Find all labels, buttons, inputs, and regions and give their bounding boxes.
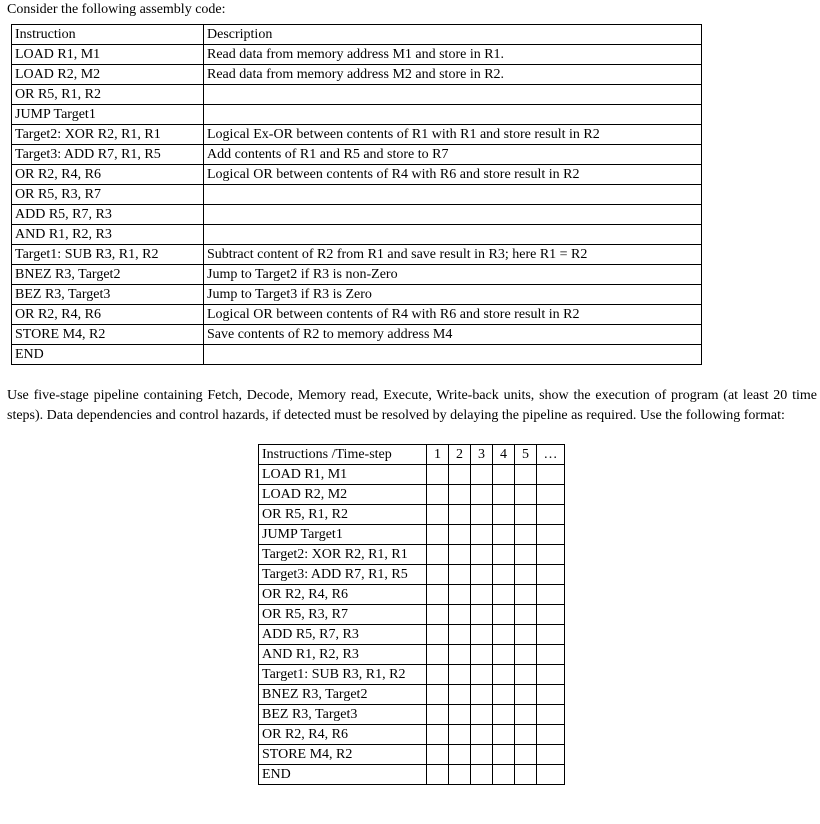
pipeline-instruction-cell: Target2: XOR R2, R1, R1 bbox=[259, 545, 427, 565]
empty-time-step-cell bbox=[427, 465, 449, 485]
empty-time-step-cell bbox=[537, 645, 565, 665]
table-row bbox=[259, 525, 565, 545]
empty-time-step-cell bbox=[471, 485, 493, 505]
description-cell: Read data from memory address M1 and store in R1. bbox=[204, 45, 702, 65]
table-row bbox=[12, 165, 702, 185]
empty-time-step-cell bbox=[515, 505, 537, 525]
instruction-cell: LOAD R1, M1 bbox=[12, 45, 204, 65]
empty-time-step-cell bbox=[427, 485, 449, 505]
table-row bbox=[12, 305, 702, 325]
table-row bbox=[12, 145, 702, 165]
empty-time-step-cell bbox=[493, 605, 515, 625]
instruction-cell: BNEZ R3, Target2 bbox=[12, 265, 204, 285]
empty-time-step-cell bbox=[493, 565, 515, 585]
description-cell bbox=[204, 185, 702, 205]
empty-time-step-cell bbox=[449, 625, 471, 645]
empty-time-step-cell bbox=[471, 705, 493, 725]
empty-time-step-cell bbox=[427, 625, 449, 645]
table-row bbox=[12, 65, 702, 85]
empty-time-step-cell bbox=[471, 765, 493, 785]
description-cell: Logical OR between contents of R4 with R6 and store result in R2 bbox=[204, 165, 702, 185]
empty-time-step-cell bbox=[427, 765, 449, 785]
pipeline-instruction-cell: Target1: SUB R3, R1, R2 bbox=[259, 665, 427, 685]
empty-time-step-cell bbox=[493, 645, 515, 665]
pipeline-instruction-cell: LOAD R1, M1 bbox=[259, 465, 427, 485]
empty-time-step-cell bbox=[471, 465, 493, 485]
description-cell bbox=[204, 105, 702, 125]
description-cell: Read data from memory address M2 and store in R2. bbox=[204, 65, 702, 85]
empty-time-step-cell bbox=[493, 725, 515, 745]
instructions-paragraph: Use five-stage pipeline containing Fetch, Decode, Memory read, Execute, Write-back units, show the execution of program (at least 20 time steps). Data dependencies and control hazards, if detected must be resolved by delaying the pipeline as required. Use the following format: bbox=[7, 388, 817, 423]
empty-time-step-cell bbox=[493, 505, 515, 525]
empty-time-step-cell bbox=[537, 625, 565, 645]
empty-time-step-cell bbox=[449, 665, 471, 685]
empty-time-step-cell bbox=[449, 605, 471, 625]
instruction-cell: OR R5, R3, R7 bbox=[12, 185, 204, 205]
instruction-cell: AND R1, R2, R3 bbox=[12, 225, 204, 245]
time-step-header: 4 bbox=[493, 445, 515, 465]
pipeline-instruction-cell: STORE M4, R2 bbox=[259, 745, 427, 765]
table-row bbox=[259, 625, 565, 645]
empty-time-step-cell bbox=[449, 505, 471, 525]
empty-time-step-cell bbox=[471, 545, 493, 565]
ellipsis-header: … bbox=[537, 445, 565, 465]
empty-time-step-cell bbox=[471, 605, 493, 625]
instruction-cell: OR R5, R1, R2 bbox=[12, 85, 204, 105]
instruction-cell: JUMP Target1 bbox=[12, 105, 204, 125]
empty-time-step-cell bbox=[471, 645, 493, 665]
empty-time-step-cell bbox=[427, 745, 449, 765]
table-row bbox=[259, 665, 565, 685]
empty-time-step-cell bbox=[515, 745, 537, 765]
pipeline-instruction-cell: END bbox=[259, 765, 427, 785]
empty-time-step-cell bbox=[515, 525, 537, 545]
empty-time-step-cell bbox=[471, 725, 493, 745]
empty-time-step-cell bbox=[493, 545, 515, 565]
pipeline-instruction-cell: BEZ R3, Target3 bbox=[259, 705, 427, 725]
empty-time-step-cell bbox=[427, 725, 449, 745]
pipeline-header-row bbox=[259, 445, 565, 465]
pipeline-instruction-cell: LOAD R2, M2 bbox=[259, 485, 427, 505]
empty-time-step-cell bbox=[515, 485, 537, 505]
empty-time-step-cell bbox=[537, 745, 565, 765]
empty-time-step-cell bbox=[515, 585, 537, 605]
description-cell: Logical OR between contents of R4 with R6 and store result in R2 bbox=[204, 305, 702, 325]
empty-time-step-cell bbox=[493, 625, 515, 645]
description-cell: Save contents of R2 to memory address M4 bbox=[204, 325, 702, 345]
table-row bbox=[259, 705, 565, 725]
empty-time-step-cell bbox=[449, 485, 471, 505]
empty-time-step-cell bbox=[427, 665, 449, 685]
description-cell bbox=[204, 345, 702, 365]
empty-time-step-cell bbox=[471, 745, 493, 765]
table-row bbox=[12, 185, 702, 205]
pipeline-instruction-cell: BNEZ R3, Target2 bbox=[259, 685, 427, 705]
instruction-cell: OR R2, R4, R6 bbox=[12, 165, 204, 185]
table-row bbox=[259, 725, 565, 745]
empty-time-step-cell bbox=[537, 505, 565, 525]
table-row bbox=[12, 105, 702, 125]
table-row bbox=[259, 745, 565, 765]
empty-time-step-cell bbox=[449, 725, 471, 745]
table-row bbox=[259, 585, 565, 605]
empty-time-step-cell bbox=[471, 665, 493, 685]
empty-time-step-cell bbox=[493, 705, 515, 725]
empty-time-step-cell bbox=[537, 765, 565, 785]
time-step-header: 1 bbox=[427, 445, 449, 465]
empty-time-step-cell bbox=[537, 605, 565, 625]
empty-time-step-cell bbox=[493, 585, 515, 605]
empty-time-step-cell bbox=[493, 765, 515, 785]
empty-time-step-cell bbox=[493, 685, 515, 705]
empty-time-step-cell bbox=[515, 725, 537, 745]
empty-time-step-cell bbox=[493, 485, 515, 505]
empty-time-step-cell bbox=[515, 565, 537, 585]
empty-time-step-cell bbox=[515, 665, 537, 685]
empty-time-step-cell bbox=[427, 505, 449, 525]
empty-time-step-cell bbox=[427, 545, 449, 565]
table-row bbox=[259, 465, 565, 485]
empty-time-step-cell bbox=[515, 605, 537, 625]
table-row bbox=[12, 205, 702, 225]
instruction-cell: Target3: ADD R7, R1, R5 bbox=[12, 145, 204, 165]
empty-time-step-cell bbox=[427, 705, 449, 725]
table-row bbox=[259, 505, 565, 525]
instruction-cell: Target2: XOR R2, R1, R1 bbox=[12, 125, 204, 145]
empty-time-step-cell bbox=[427, 525, 449, 545]
empty-time-step-cell bbox=[471, 585, 493, 605]
intro-text: Consider the following assembly code: bbox=[7, 2, 226, 17]
empty-time-step-cell bbox=[427, 565, 449, 585]
empty-time-step-cell bbox=[537, 465, 565, 485]
empty-time-step-cell bbox=[449, 525, 471, 545]
instruction-cell: END bbox=[12, 345, 204, 365]
description-cell: Jump to Target3 if R3 is Zero bbox=[204, 285, 702, 305]
table-row bbox=[259, 645, 565, 665]
table-row bbox=[12, 325, 702, 345]
empty-time-step-cell bbox=[449, 465, 471, 485]
empty-time-step-cell bbox=[471, 505, 493, 525]
empty-time-step-cell bbox=[515, 545, 537, 565]
description-cell bbox=[204, 225, 702, 245]
empty-time-step-cell bbox=[493, 465, 515, 485]
instruction-cell: OR R2, R4, R6 bbox=[12, 305, 204, 325]
empty-time-step-cell bbox=[471, 525, 493, 545]
table-row bbox=[12, 125, 702, 145]
empty-time-step-cell bbox=[537, 705, 565, 725]
pipeline-instruction-cell: OR R5, R3, R7 bbox=[259, 605, 427, 625]
empty-time-step-cell bbox=[449, 565, 471, 585]
table-row bbox=[12, 225, 702, 245]
empty-time-step-cell bbox=[449, 645, 471, 665]
time-step-header: 2 bbox=[449, 445, 471, 465]
code-table-header-row bbox=[12, 25, 702, 45]
empty-time-step-cell bbox=[537, 685, 565, 705]
empty-time-step-cell bbox=[537, 565, 565, 585]
instruction-column-header: Instruction bbox=[12, 25, 204, 45]
empty-time-step-cell bbox=[493, 745, 515, 765]
description-cell: Add contents of R1 and R5 and store to R7 bbox=[204, 145, 702, 165]
description-cell: Jump to Target2 if R3 is non-Zero bbox=[204, 265, 702, 285]
empty-time-step-cell bbox=[471, 685, 493, 705]
empty-time-step-cell bbox=[427, 585, 449, 605]
empty-time-step-cell bbox=[449, 545, 471, 565]
table-row bbox=[259, 565, 565, 585]
empty-time-step-cell bbox=[537, 585, 565, 605]
empty-time-step-cell bbox=[537, 725, 565, 745]
empty-time-step-cell bbox=[515, 705, 537, 725]
empty-time-step-cell bbox=[427, 605, 449, 625]
instructions-time-step-header: Instructions /Time-step bbox=[259, 445, 427, 465]
empty-time-step-cell bbox=[471, 625, 493, 645]
table-row bbox=[12, 245, 702, 265]
empty-time-step-cell bbox=[427, 645, 449, 665]
time-step-header: 3 bbox=[471, 445, 493, 465]
empty-time-step-cell bbox=[515, 465, 537, 485]
description-cell: Subtract content of R2 from R1 and save result in R3; here R1 = R2 bbox=[204, 245, 702, 265]
table-row bbox=[259, 545, 565, 565]
empty-time-step-cell bbox=[493, 525, 515, 545]
pipeline-instruction-cell: OR R5, R1, R2 bbox=[259, 505, 427, 525]
instruction-cell: Target1: SUB R3, R1, R2 bbox=[12, 245, 204, 265]
empty-time-step-cell bbox=[471, 565, 493, 585]
empty-time-step-cell bbox=[449, 745, 471, 765]
pipeline-instruction-cell: OR R2, R4, R6 bbox=[259, 725, 427, 745]
instruction-cell: ADD R5, R7, R3 bbox=[12, 205, 204, 225]
empty-time-step-cell bbox=[449, 585, 471, 605]
pipeline-instruction-cell: Target3: ADD R7, R1, R5 bbox=[259, 565, 427, 585]
empty-time-step-cell bbox=[449, 685, 471, 705]
pipeline-instruction-cell: ADD R5, R7, R3 bbox=[259, 625, 427, 645]
pipeline-instruction-cell: OR R2, R4, R6 bbox=[259, 585, 427, 605]
instruction-cell: LOAD R2, M2 bbox=[12, 65, 204, 85]
empty-time-step-cell bbox=[449, 705, 471, 725]
table-row bbox=[12, 285, 702, 305]
empty-time-step-cell bbox=[515, 765, 537, 785]
pipeline-format-table bbox=[258, 444, 565, 785]
table-row bbox=[259, 485, 565, 505]
table-row bbox=[12, 265, 702, 285]
empty-time-step-cell bbox=[515, 625, 537, 645]
time-step-header: 5 bbox=[515, 445, 537, 465]
empty-time-step-cell bbox=[537, 485, 565, 505]
empty-time-step-cell bbox=[493, 665, 515, 685]
table-row bbox=[12, 345, 702, 365]
empty-time-step-cell bbox=[537, 665, 565, 685]
description-cell bbox=[204, 85, 702, 105]
instruction-cell: BEZ R3, Target3 bbox=[12, 285, 204, 305]
pipeline-instruction-cell: JUMP Target1 bbox=[259, 525, 427, 545]
table-row bbox=[259, 685, 565, 705]
empty-time-step-cell bbox=[537, 545, 565, 565]
pipeline-instruction-cell: AND R1, R2, R3 bbox=[259, 645, 427, 665]
description-cell bbox=[204, 205, 702, 225]
empty-time-step-cell bbox=[515, 685, 537, 705]
table-row bbox=[12, 85, 702, 105]
table-row bbox=[12, 45, 702, 65]
description-column-header: Description bbox=[204, 25, 702, 45]
instruction-cell: STORE M4, R2 bbox=[12, 325, 204, 345]
empty-time-step-cell bbox=[449, 765, 471, 785]
table-row bbox=[259, 605, 565, 625]
empty-time-step-cell bbox=[537, 525, 565, 545]
empty-time-step-cell bbox=[427, 685, 449, 705]
assembly-code-table bbox=[11, 24, 702, 365]
table-row bbox=[259, 765, 565, 785]
description-cell: Logical Ex-OR between contents of R1 with R1 and store result in R2 bbox=[204, 125, 702, 145]
empty-time-step-cell bbox=[515, 645, 537, 665]
